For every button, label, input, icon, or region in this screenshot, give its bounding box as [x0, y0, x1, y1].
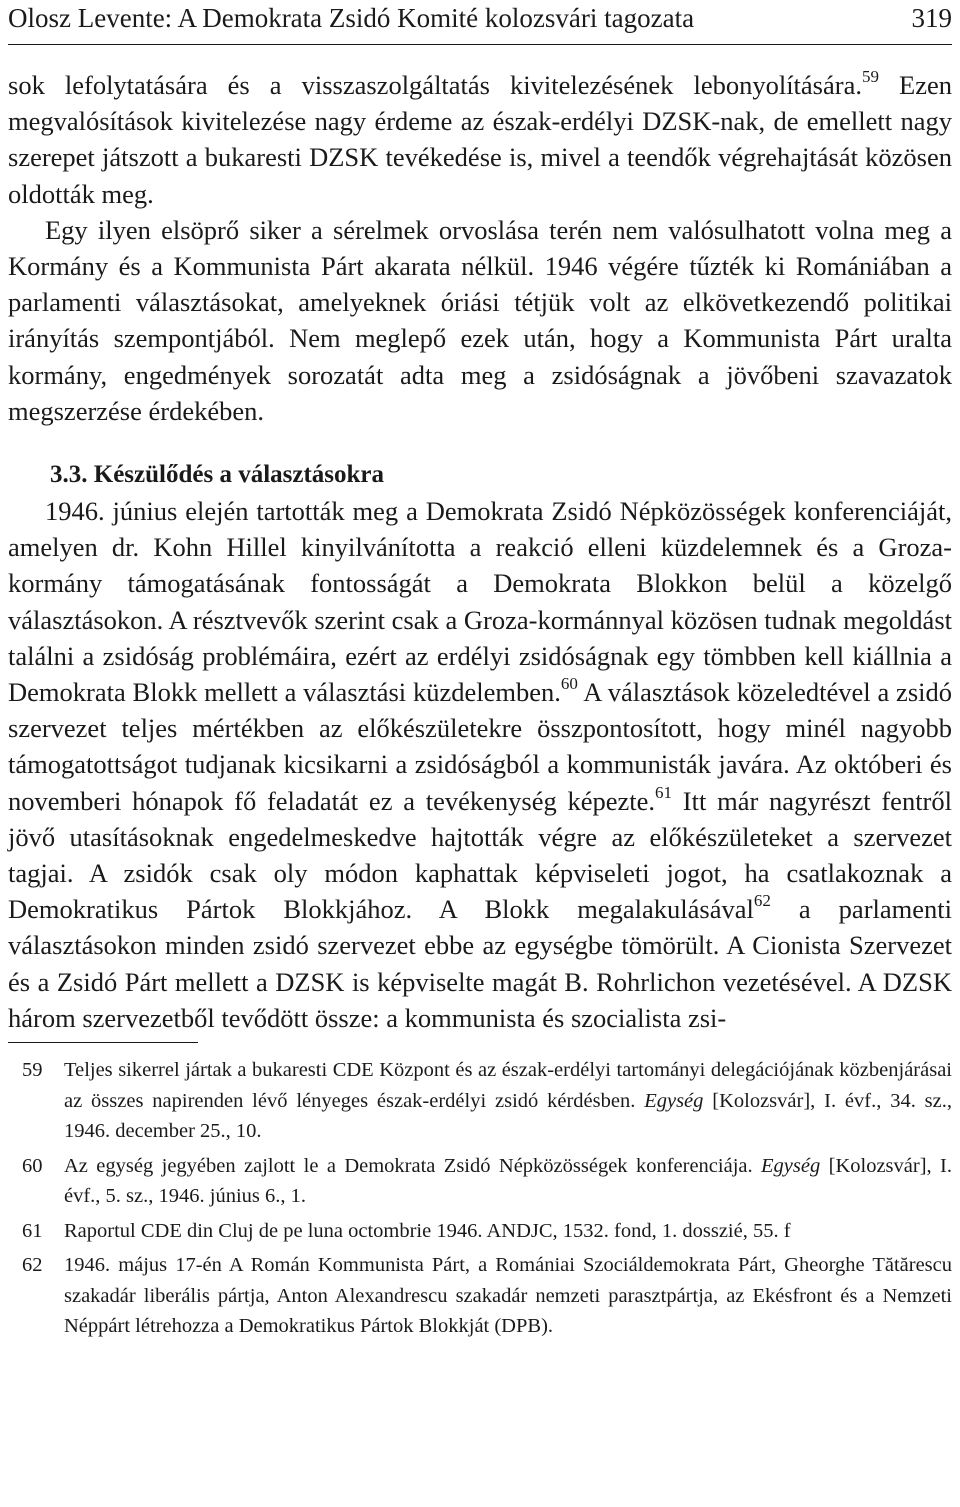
footnote-ref-59[interactable]: 59: [861, 67, 879, 87]
footnote-59: [8, 1055, 952, 1147]
footnote-text-b: [Kolozsvár], I. évf., 5. sz., 1946. június 6., 1.: [64, 1154, 952, 1208]
page-number: 319: [911, 3, 952, 33]
paragraph-2: Egy ilyen elsöprő siker a sérelmek orvoslása terén nem valósulhatott volna meg a Kormány és a Kommunista Párt akarata nélkül. 1946 végére tűzték ki Romániában a parlamenti választásokat, amelyeknek óriási tétjük volt az elkövetkezendő politikai irányítás szempontjából. Nem meglepő ezek után, hogy a Kommunista Párt uralta kormány, engedmények sorozatát adta meg a zsidóságnak a jövőbeni szavazatok megszerzése érdekében.: [8, 214, 952, 426]
paragraph-3-text-a: 1946. június elején tartották meg a Demokrata Zsidó Népközösségek konferenciáját, amelyen dr. Kohn Hillel kinyilvánította a reakció elleni küzdelemnek és a Groza-kormány támogatásának fontosságát a Demokrata Blokkon belül a közelgő választásokon. A résztvevők szerint csak a Groza-kormánnyal közösen tudnak megoldást találni a zsidóság problémáira, ezért az erdélyi zsidóságnak egy tömbben kell kiállnia a Demokrata Blokk mellett a választási küzdelemben.: [8, 496, 952, 708]
footnote-number: 59: [22, 1059, 43, 1082]
document-page: [8, 0, 952, 1346]
footnote-text: [64, 1151, 952, 1212]
footnote-text: 1946. május 17-én A Román Kommunista Párt, a Romániai Szociáldemokrata Párt, Gheorghe Tătărescu szakadár liberális pártja, Anton Alexandrescu szakadár nemzeti parasztpártja, az Ekésfront és a Nemzeti Néppárt létrehozza a Demokratikus Pártok Blokkját (DPB).: [64, 1254, 952, 1338]
paragraph-3-text-b: A választások közeledtével a zsidó szervezet teljes mértékben az előkészületekre összpontosított, hogy minél nagyobb támogatottságot tudjanak kicsikarni a zsidóságból a kommunisták javára. Az októberi és novemberi hónapok fő feladatát ez a tevékenység képezte.: [8, 677, 952, 816]
paragraph-1: [8, 67, 952, 212]
footnote-61: [8, 1216, 952, 1247]
paragraph-3-text-c: Itt már nagyrészt fentről jövő utasításoknak engedelmeskedve hajtották végre az előkészületeket a szervezet tagjai. A zsidók csak oly módon kaphattak képviseleti jogot, ha csatlakoznak a Demokratikus Pártok Blokkjához. A Blokk megalakulásával: [8, 785, 952, 925]
paragraph-1-text-a: sok lefolytatására és a visszaszolgáltatás kivitelezésének lebonyolítására.: [8, 70, 862, 100]
footnote-text-a: Teljes sikerrel jártak a bukaresti CDE Központ és az észak-erdélyi tartományi delegációjának közbenjárásai az összes napirenden lévő lényeges észak-erdélyi zsidó kérdésben.: [64, 1059, 952, 1112]
footnote-divider: [8, 1042, 198, 1043]
header-title: Olosz Levente: A Demokrata Zsidó Komité kolozsvári tagozata: [8, 3, 695, 33]
footnote-number: 60: [22, 1154, 43, 1177]
running-header: [8, 0, 952, 45]
footnote-number: 62: [22, 1254, 43, 1277]
body-text: [8, 67, 952, 1036]
paragraph-3: [8, 493, 952, 1036]
footnotes: [8, 1055, 952, 1342]
footnote-text: [64, 1055, 952, 1147]
footnote-ref-61[interactable]: 61: [655, 782, 673, 802]
section-heading: 3.3. Készülődés a választásokra: [50, 461, 385, 489]
footnote-text-a: Az egység jegyében zajlott le a Demokrata Zsidó Népközösségek konferenciája.: [64, 1154, 762, 1177]
footnote-number: 61: [22, 1219, 43, 1242]
footnote-title: Egység: [644, 1089, 704, 1112]
footnote-ref-62[interactable]: 62: [753, 891, 771, 911]
footnote-62: [8, 1250, 952, 1342]
footnote-60: [8, 1151, 952, 1212]
footnote-text: Raportul CDE din Cluj de pe luna octombrie 1946. ANDJC, 1532. fond, 1. dosszié, 55. f: [64, 1219, 791, 1242]
footnote-ref-60[interactable]: 60: [560, 674, 578, 694]
paragraph-3-text-d: a parlamenti választásokon minden zsidó szervezet ebbe az egységbe tömörült. A Cionista Szervezet és a Zsidó Párt mellett a DZSK is képviselte magát B. Rohrlichon vezetésével. A DZSK három szervezetből tevődött össze: a kommunista és szocialista zsi-: [8, 894, 952, 1033]
footnote-title: Egység: [761, 1154, 821, 1177]
paragraph-1-text-b: Ezen megvalósítások kivitelezése nagy érdeme az észak-erdélyi DZSK-nak, de emellett nagy szerepet játszott a bukaresti DZSK tevékedése is, mivel a teendők végrehajtását közösen oldották meg.: [8, 70, 952, 209]
footnote-text-b: [Kolozsvár], I. évf., 34. sz., 1946. december 25., 10.: [64, 1089, 952, 1143]
